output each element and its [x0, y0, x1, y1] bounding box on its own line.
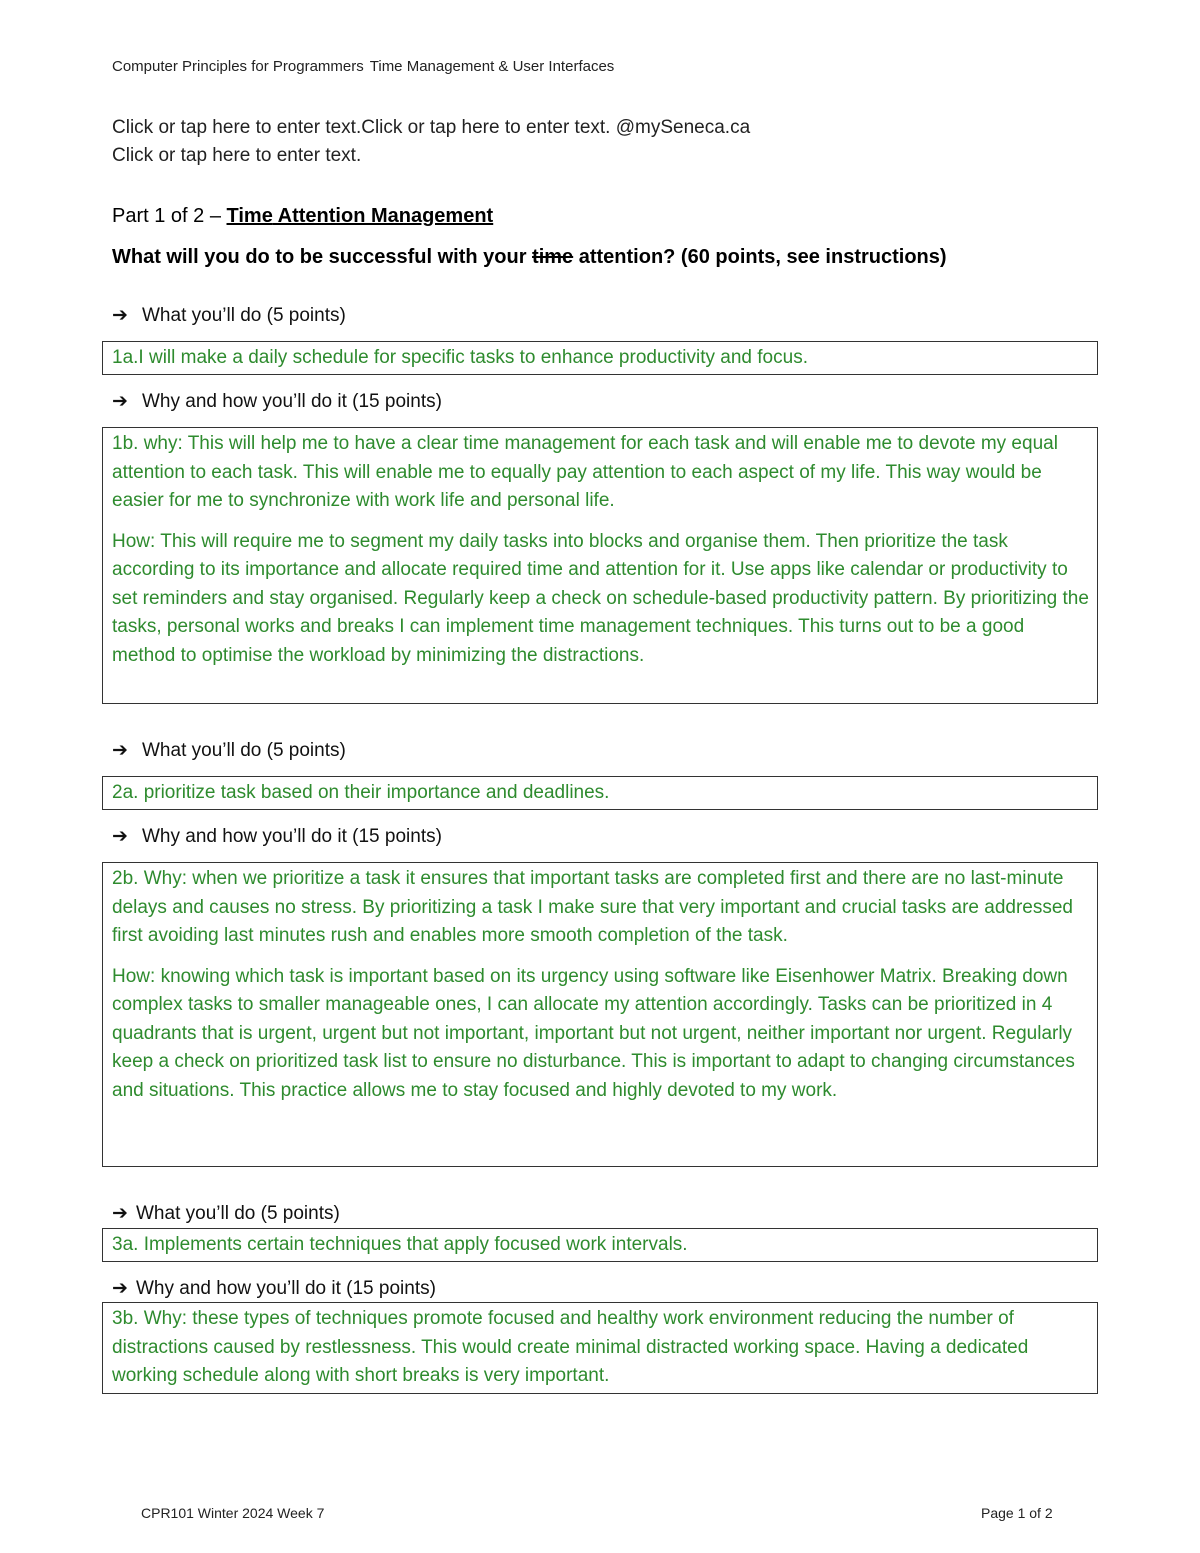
prompt-label: What you’ll do (5 points): [136, 1203, 340, 1224]
answer-why-text: 3b. Why: these types of techniques promote focused and healthy work environment reducing the number of distractions caused by restlessness. This would create minimal distracted working space. Having a dedicated working schedule along with short breaks is very important.: [112, 1308, 1029, 1386]
prompt-label: Why and how you’ll do it (15 points): [142, 826, 442, 847]
answer-how-text: How: knowing which task is important based on its urgency using software like Eisenhower Matrix. Breaking down complex tasks to smaller manageable ones, I can allocate my attention accordingly. Tasks can be prioritized in 4 quadrants that is urgent, urgent but not important, important but not urgent, neither important nor urgent. Regularly keep a check on prioritized task list to ensure no disturbance. This is important to adapt to changing circumstances and situations. This practice allows me to stay focused and highly devoted to my work.: [112, 965, 1075, 1101]
course-name: Computer Principles for Programmers: [112, 58, 364, 75]
answer-box-3b[interactable]: [102, 1302, 1098, 1394]
student-id-field[interactable]: Click or tap here to enter text.: [112, 145, 362, 166]
prompt-label: What you’ll do (5 points): [142, 305, 346, 326]
main-question: [112, 243, 947, 271]
answer-text: 1a.I will make a daily schedule for specific tasks to enhance productivity and focus.: [112, 347, 808, 368]
arrow-icon: ➔: [112, 1202, 128, 1224]
answer-box-3a[interactable]: [102, 1228, 1098, 1262]
prompt-what-3: [112, 1200, 340, 1227]
email-suffix: @mySeneca.ca: [610, 117, 751, 138]
arrow-icon: ➔: [112, 739, 128, 761]
page-header: [112, 58, 614, 75]
prompt-why-1: [112, 388, 442, 415]
prompt-what-1: [112, 302, 346, 329]
answer-text: 2a. prioritize task based on their importance and deadlines.: [112, 782, 610, 803]
answer-box-1b[interactable]: [102, 427, 1098, 704]
part-struck-word: Time: [226, 205, 273, 227]
answer-why-text: 1b. why: This will help me to have a clear time management for each task and will enable me to devote my equal attention to each task. This will enable me to equally pay attention to each aspect of my life. This way would be easier for me to synchronize with work life and personal life.: [112, 433, 1058, 511]
prompt-label: Why and how you’ll do it (15 points): [142, 391, 442, 412]
arrow-icon: ➔: [112, 390, 128, 412]
course-topic: Time Management & User Interfaces: [369, 58, 615, 75]
question-struck-word: time: [532, 246, 574, 268]
arrow-icon: ➔: [112, 825, 128, 847]
footer-course-week: CPR101 Winter 2024 Week 7: [141, 1505, 325, 1521]
answer-box-2a[interactable]: [102, 776, 1098, 810]
arrow-icon: ➔: [112, 304, 128, 326]
prompt-why-3: [112, 1275, 436, 1302]
footer-page-number: Page 1 of 2: [981, 1505, 1053, 1521]
prompt-label: Why and how you’ll do it (15 points): [136, 1278, 436, 1299]
part-title-text: Attention Management: [272, 205, 494, 227]
question-end: attention? (60 points, see instructions): [573, 246, 947, 268]
part-prefix: Part 1 of 2 –: [112, 205, 227, 227]
answer-how-text: How: This will require me to segment my daily tasks into blocks and organise them. Then prioritize the task according to its importance and allocate required time and attention for it. Use apps like calendar or productivity to set reminders and stay organised. Regularly keep a check on schedule-based productivity pattern. By prioritizing the tasks, personal works and breaks I can implement time management techniques. This turns out to be a good method to optimise the workload by minimizing the distractions.: [112, 530, 1089, 666]
student-info: [112, 114, 750, 170]
answer-box-2b[interactable]: [102, 862, 1098, 1167]
question-start: What will you do to be successful with your: [112, 246, 533, 268]
arrow-icon: ➔: [112, 1277, 128, 1299]
prompt-why-2: [112, 823, 442, 850]
prompt-what-2: [112, 737, 346, 764]
last-name-field[interactable]: Click or tap here to enter text.: [361, 117, 611, 138]
answer-text: 3a. Implements certain techniques that apply focused work intervals.: [112, 1234, 688, 1255]
answer-why-text: 2b. Why: when we prioritize a task it ensures that important tasks are completed first and there are no last-minute delays and causes no stress. By prioritizing a task I make sure that very important and crucial tasks are addressed first avoiding last minutes rush and enables more smooth completion of the task.: [112, 868, 1074, 946]
prompt-label: What you’ll do (5 points): [142, 740, 346, 761]
first-name-field[interactable]: Click or tap here to enter text.: [112, 117, 362, 138]
part-title: [112, 202, 493, 230]
answer-box-1a[interactable]: [102, 341, 1098, 375]
